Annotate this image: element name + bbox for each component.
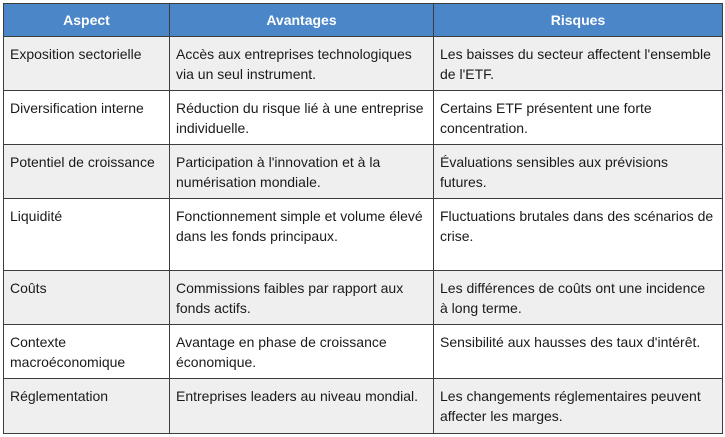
cell-risques: Sensibilité aux hausses des taux d'intérêt. — [434, 325, 723, 379]
table-row — [4, 199, 723, 271]
table-row — [4, 37, 723, 91]
cell-aspect: Potentiel de croissance — [4, 145, 170, 199]
table-row — [4, 325, 723, 379]
table-header-row — [4, 4, 723, 37]
cell-risques: Les baisses du secteur affectent l'ensemble de l'ETF. — [434, 37, 723, 91]
table-row — [4, 145, 723, 199]
comparison-table — [3, 3, 723, 434]
table-row — [4, 379, 723, 434]
table-row — [4, 91, 723, 145]
header-avantages: Avantages — [170, 4, 434, 37]
table-row — [4, 271, 723, 325]
cell-risques: Les différences de coûts ont une incidence à long terme. — [434, 271, 723, 325]
cell-risques: Certains ETF présentent une forte concentration. — [434, 91, 723, 145]
cell-avantages: Avantage en phase de croissance économique. — [170, 325, 434, 379]
cell-risques: Fluctuations brutales dans des scénarios de crise. — [434, 199, 723, 271]
cell-aspect: Coûts — [4, 271, 170, 325]
cell-aspect: Liquidité — [4, 199, 170, 271]
cell-aspect: Diversification interne — [4, 91, 170, 145]
cell-avantages: Entreprises leaders au niveau mondial. — [170, 379, 434, 434]
cell-avantages: Commissions faibles par rapport aux fonds actifs. — [170, 271, 434, 325]
cell-risques: Les changements réglementaires peuvent affecter les marges. — [434, 379, 723, 434]
cell-risques: Évaluations sensibles aux prévisions futures. — [434, 145, 723, 199]
cell-aspect: Exposition sectorielle — [4, 37, 170, 91]
header-risques: Risques — [434, 4, 723, 37]
cell-avantages: Participation à l'innovation et à la numérisation mondiale. — [170, 145, 434, 199]
cell-avantages: Accès aux entreprises technologiques via un seul instrument. — [170, 37, 434, 91]
cell-aspect: Réglementation — [4, 379, 170, 434]
cell-avantages: Fonctionnement simple et volume élevé dans les fonds principaux. — [170, 199, 434, 271]
cell-avantages: Réduction du risque lié à une entreprise individuelle. — [170, 91, 434, 145]
header-aspect: Aspect — [4, 4, 170, 37]
cell-aspect: Contexte macroéconomique — [4, 325, 170, 379]
